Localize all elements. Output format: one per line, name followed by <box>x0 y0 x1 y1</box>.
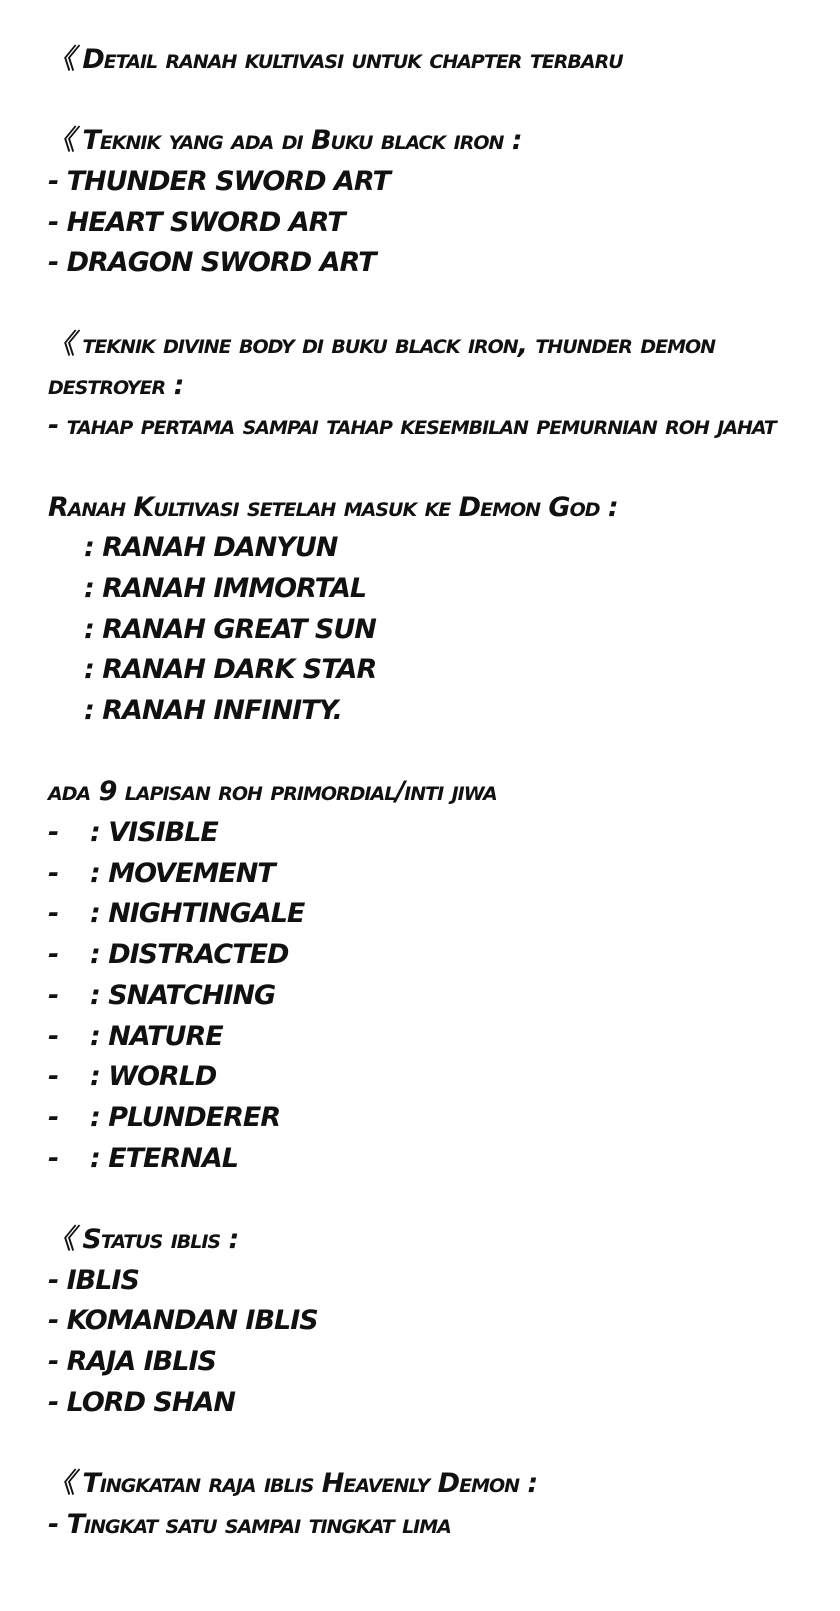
document-title: 《 Detail ranah kultivasi untuk chapter terbaru <box>48 44 623 75</box>
list-dash: - <box>48 1142 59 1174</box>
spacer <box>48 732 818 773</box>
spacer <box>48 284 818 325</box>
heavenly-item: - Tingkat satu sampai tingkat lima <box>48 1508 451 1540</box>
realm-item: : RANAH GREAT SUN <box>84 613 376 645</box>
list-dash: - <box>48 1101 59 1133</box>
list-dash: - <box>48 1061 59 1093</box>
techniques-heading: 《 Teknik yang ada di Buku black iron : <box>48 125 522 157</box>
layer-item <box>48 1057 818 1098</box>
realms-heading: Ranah Kultivasi setelah masuk ke Demon God : <box>48 491 618 523</box>
list-dash: - <box>48 898 59 930</box>
list-dash: - <box>48 939 59 971</box>
layer-item <box>48 1017 818 1058</box>
technique-item: - DRAGON SWORD ART <box>48 247 376 279</box>
status-heading: 《 Status iblis : <box>48 1223 239 1255</box>
layer-label: : ETERNAL <box>90 1142 238 1174</box>
spacer <box>48 1179 818 1220</box>
layer-label: : NATURE <box>90 1020 223 1052</box>
divine-body-item: - tahap pertama sampai tahap kesembilan pemurnian roh jahat <box>48 410 776 442</box>
layers-heading: ada 9 lapisan roh primordial/inti jiwa <box>48 776 497 808</box>
layer-label: : NIGHTINGALE <box>90 898 305 930</box>
layer-label: : DISTRACTED <box>90 939 289 971</box>
document-page <box>48 40 818 1545</box>
spacer <box>48 81 818 122</box>
layer-label: : WORLD <box>90 1061 217 1093</box>
technique-item: - HEART SWORD ART <box>48 206 345 238</box>
list-dash: - <box>48 1020 59 1052</box>
realm-item: : RANAH IMMORTAL <box>84 572 367 604</box>
layer-item <box>48 813 818 854</box>
layer-item <box>48 1098 818 1139</box>
status-item: - RAJA IBLIS <box>48 1346 216 1378</box>
technique-item: - THUNDER SWORD ART <box>48 166 390 198</box>
status-item: - KOMANDAN IBLIS <box>48 1305 318 1337</box>
layer-item <box>48 854 818 895</box>
heavenly-heading: 《 Tingkatan raja iblis Heavenly Demon : <box>48 1468 538 1500</box>
realm-item: : RANAH INFINITY. <box>84 695 342 727</box>
divine-body-heading: 《 teknik divine body di buku black iron, thunder demon destroyer : <box>48 328 716 401</box>
spacer <box>48 447 818 488</box>
layer-item <box>48 976 818 1017</box>
list-dash: - <box>48 817 59 849</box>
layer-label: : PLUNDERER <box>90 1101 281 1133</box>
layer-label: : SNATCHING <box>90 979 276 1011</box>
realm-item: : RANAH DANYUN <box>84 532 338 564</box>
list-dash: - <box>48 857 59 889</box>
layer-item <box>48 935 818 976</box>
spacer <box>48 1423 818 1464</box>
realm-item: : RANAH DARK STAR <box>84 654 377 686</box>
layer-item <box>48 1139 818 1180</box>
list-dash: - <box>48 979 59 1011</box>
layer-label: : MOVEMENT <box>90 857 275 889</box>
layer-label: : VISIBLE <box>90 817 218 849</box>
status-item: - LORD SHAN <box>48 1386 235 1418</box>
status-item: - IBLIS <box>48 1264 139 1296</box>
layer-item <box>48 894 818 935</box>
